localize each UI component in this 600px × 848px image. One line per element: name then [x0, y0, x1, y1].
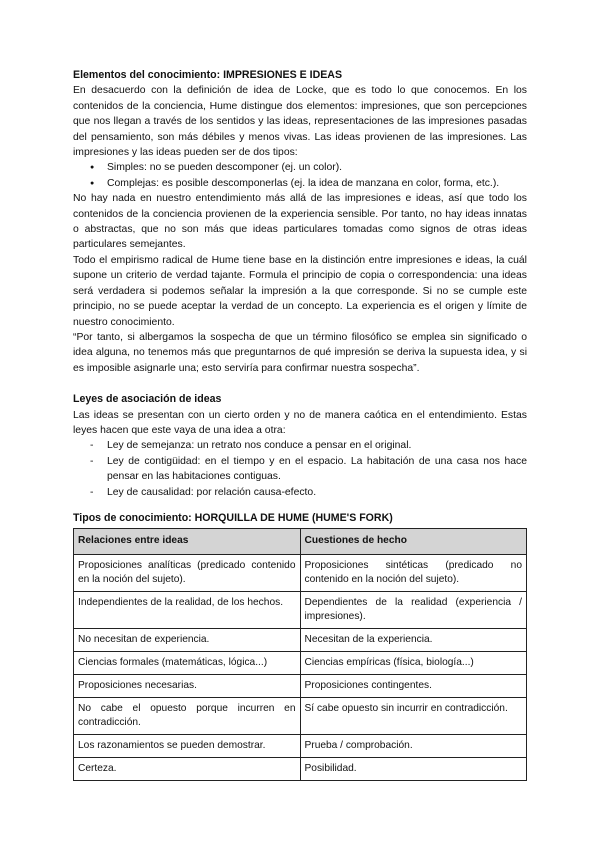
table-cell: Independientes de la realidad, de los hechos. — [74, 592, 301, 629]
hume-fork-table — [73, 528, 527, 781]
section-title-impresiones-ideas: Elementos del conocimiento: IMPRESIONES E IDEAS — [73, 69, 343, 81]
paragraph-leyes: Las ideas se presentan con un cierto orden y no de manera caótica en el entendimiento. Estas leyes hacen que este vaya de una idea a otra: — [73, 409, 527, 436]
table-cell: Proposiciones sintéticas (predicado no contenido en la noción del sujeto). — [300, 555, 527, 592]
table-cell: Ciencias empíricas (física, biología...) — [300, 652, 527, 675]
document-page — [73, 68, 527, 781]
table-cell: No cabe el opuesto porque incurren en contradicción. — [74, 698, 301, 735]
paragraph-no-innate-ideas: No hay nada en nuestro entendimiento más allá de las impresiones e ideas, así que todo los contenidos de la conciencia provienen de la experiencia sensible. Por tanto, no hay ideas innatas o abstractas, que no son más que ideas particulares tomadas como signos de otras ideas particulares semejantes. — [73, 193, 527, 251]
table-cell: Proposiciones necesarias. — [74, 675, 301, 698]
table-cell: Ciencias formales (matemáticas, lógica...) — [74, 652, 301, 675]
table-row — [74, 592, 527, 629]
table-row — [74, 735, 527, 758]
bullet-list-types — [73, 160, 527, 191]
table-cell: Necesitan de la experiencia. — [300, 629, 527, 652]
column-header: Cuestiones de hecho — [300, 529, 527, 555]
quote-hume: “Por tanto, si albergamos la sospecha de que un término filosófico se emplea sin significado o idea alguna, no tenemos más que preguntarnos de qué impresión se deriva la supuesta idea, y si es imposible asignarle una; esto serviría para confirmar nuestra sospecha”. — [73, 331, 527, 374]
column-header: Relaciones entre ideas — [74, 529, 301, 555]
list-item: ● Simples: no se pueden descomponer (ej. un color). — [107, 160, 527, 175]
list-item: - Ley de contigüidad: en el tiempo y en el espacio. La habitación de una casa nos hace pensar en las habitaciones contiguas. — [107, 454, 527, 485]
table-cell: Proposiciones analíticas (predicado contenido en la noción del sujeto). — [74, 555, 301, 592]
table-cell: Sí cabe opuesto sin incurrir en contradicción. — [300, 698, 527, 735]
paragraph-empiricism: Todo el empirismo radical de Hume tiene base en la distinción entre impresiones e ideas, la cuál supone un criterio de verdad tajante. Formula el principio de copia o correspondencia: una ideas será verdadera si podemos señalar la impresión a la que corresponde. Si no se cumple este principio, no se puede aceptar la verdad de un concepto. La experiencia es el origen y límite de nuestro conocimiento. — [73, 254, 527, 328]
table-row — [74, 652, 527, 675]
table-cell: No necesitan de experiencia. — [74, 629, 301, 652]
list-item: - Ley de semejanza: un retrato nos conduce a pensar en el original. — [107, 438, 527, 453]
table-row — [74, 698, 527, 735]
table-cell: Prueba / comprobación. — [300, 735, 527, 758]
table-row — [74, 629, 527, 652]
table-cell: Posibilidad. — [300, 758, 527, 781]
table-header-row — [74, 529, 527, 555]
table-cell: Proposiciones contingentes. — [300, 675, 527, 698]
section-title-hume-fork: Tipos de conocimiento: HORQUILLA DE HUME (HUME'S FORK) — [73, 511, 393, 524]
table-row — [74, 758, 527, 781]
table-cell: Los razonamientos se pueden demostrar. — [74, 735, 301, 758]
list-item: ● Complejas: es posible descomponerlas (ej. la idea de manzana en color, forma, etc.). — [107, 176, 527, 191]
paragraph-intro: En desacuerdo con la definición de idea de Locke, que es todo lo que conocemos. En los contenidos de la conciencia, Hume distingue dos elementos: impresiones, que son percepciones que nos llegan a través de los sentidos y las ideas, representaciones de las impresiones pasadas del pensamiento, son más débiles y menos vivas. Las ideas provienen de las impresiones. Las impresiones y las ideas pueden ser de dos tipos: — [73, 85, 527, 159]
section-title-leyes-asociacion: Leyes de asociación de ideas — [73, 393, 222, 406]
table-cell: Dependientes de la realidad (experiencia / impresiones). — [300, 592, 527, 629]
list-item: - Ley de causalidad: por relación causa-efecto. — [107, 485, 527, 500]
table-row — [74, 555, 527, 592]
dash-list-laws — [73, 438, 527, 500]
table-row — [74, 675, 527, 698]
table-cell: Certeza. — [74, 758, 301, 781]
